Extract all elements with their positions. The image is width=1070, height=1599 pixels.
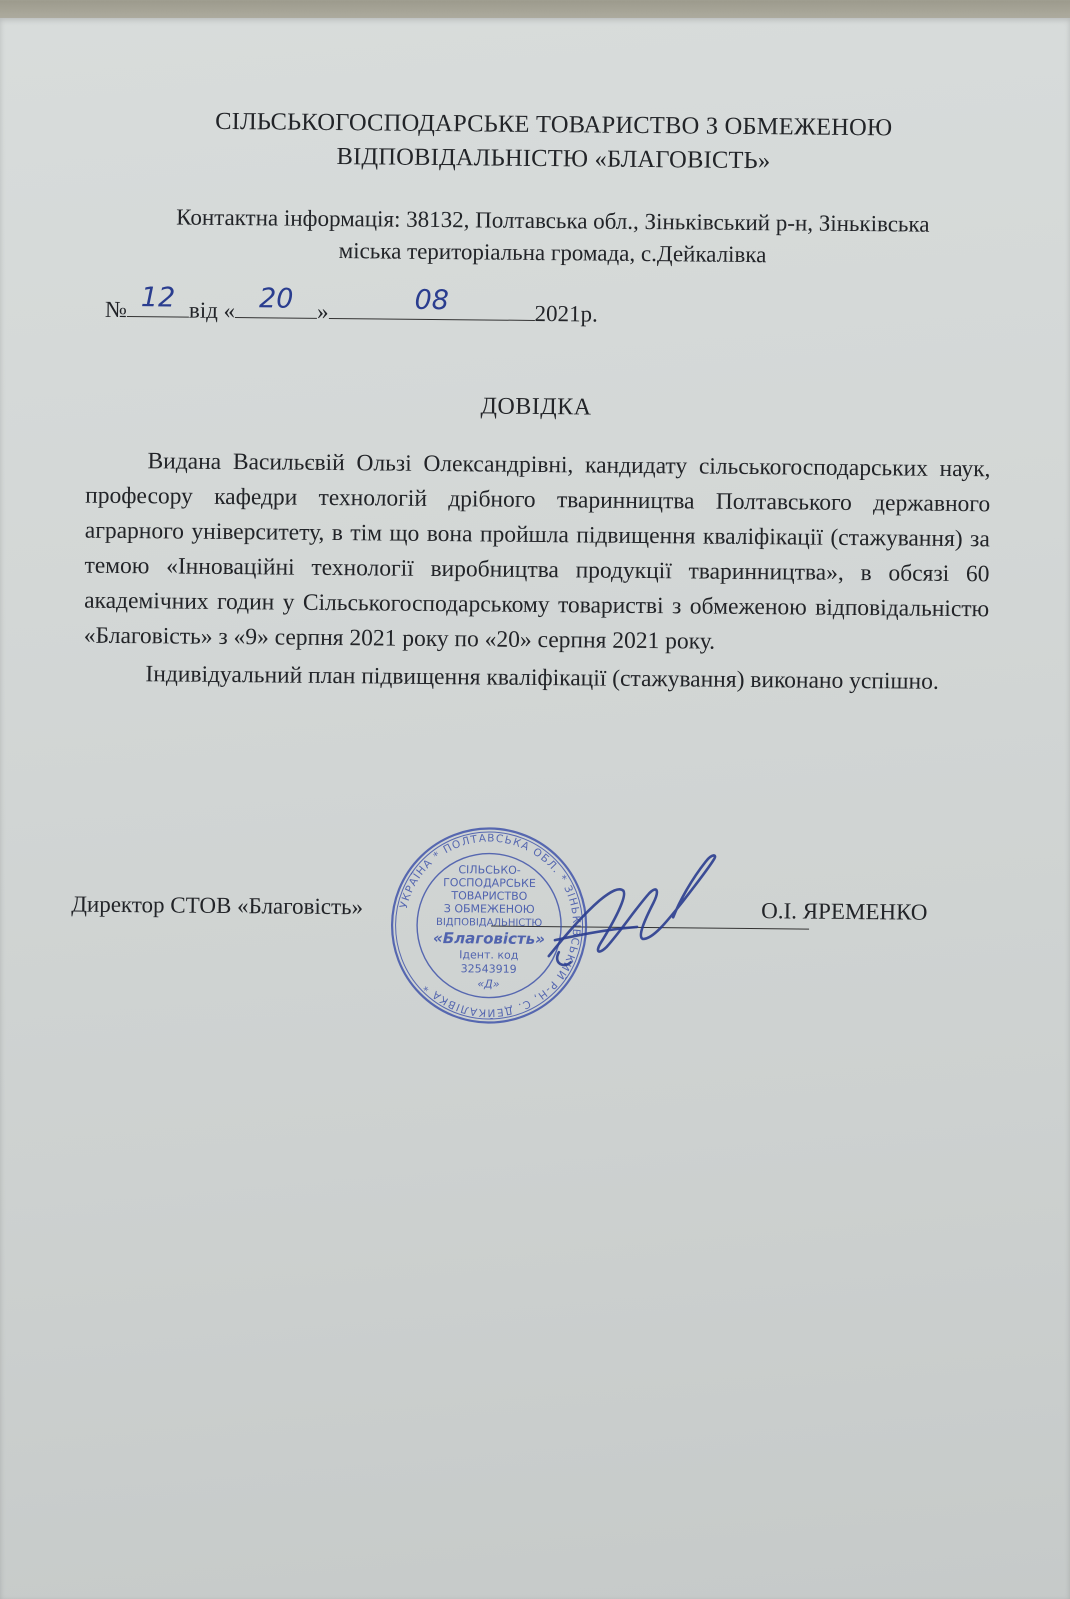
- signatory-role: Директор СТОВ «Благовість»: [71, 891, 364, 920]
- stamp-line8: 32543919: [460, 962, 517, 976]
- paragraph-main: Видана Васильєвій Ользі Олександрівні, кандидату сільськогосподарських наук, професору кафедри технологій дрібного тваринництва Полтавського державного аграрного університету, в тім що вона пройшла підвищення кваліфікації (стажування) за темою «Інноваційні технології виробництва продукції тваринництва», в обсязі 60 академічних годин у Сільськогосподарському товаристві з обмеженою відповідальністю «Благовість» з «9» серпня 2021 року по «20» серпня 2021 року.: [83, 448, 991, 655]
- stamp-line5: ВІДПОВІДАЛЬНІСТЮ: [435, 917, 543, 930]
- contact-info: [92, 201, 1013, 274]
- number-blank: [127, 282, 189, 318]
- number-handwritten: 12: [140, 282, 176, 314]
- document-title: ДОВІДКА: [480, 393, 592, 421]
- stamp-line6: «Благовість»: [432, 928, 545, 949]
- year-text: 2021р.: [534, 300, 598, 327]
- handwritten-signature: [541, 838, 742, 980]
- body-text: [83, 444, 990, 701]
- paper-sheet: [0, 18, 1070, 1599]
- org-title-line1: СІЛЬСЬКОГОСПОДАРСЬКЕ ТОВАРИСТВО З ОБМЕЖЕНОЮ: [215, 107, 893, 142]
- date-prefix: від «: [188, 297, 236, 324]
- day-blank: [235, 283, 317, 319]
- stamp-line4: З ОБМЕЖЕНОЮ: [443, 902, 535, 916]
- stamp-line7: Ідент. код: [459, 948, 519, 962]
- stamp-line9: «Д»: [477, 977, 500, 991]
- number-prefix: №: [104, 296, 128, 323]
- paragraph-conclusion: Індивідуальний план підвищення кваліфікації (стажування) виконано успішно.: [145, 661, 939, 695]
- reference-line: [104, 282, 598, 328]
- document: [0, 13, 1070, 1123]
- stamp-outer-text: УКРАЇНА * ПОЛТАВСЬКА ОБЛ. * ЗІНЬКІВСЬКИЙ Р-Н, С. ДЕЙКАЛІВКА *: [397, 832, 583, 1019]
- contact-line2: міська територіальна громада, с.Дейкалівка: [338, 238, 767, 268]
- contact-line1: Контактна інформація: 38132, Полтавська обл., Зіньківський р-н, Зіньківська: [176, 204, 930, 237]
- stamp-line2: ГОСПОДАРСЬКЕ: [443, 876, 536, 890]
- day-handwritten: 20: [258, 283, 294, 315]
- month-handwritten: 08: [414, 284, 450, 317]
- stamp-line3: ТОВАРИСТВО: [451, 889, 528, 903]
- signatory-name: О.І. ЯРЕМЕНКО: [761, 898, 928, 925]
- month-blank: [329, 284, 535, 321]
- day-close: »: [317, 298, 329, 324]
- stamp-line1: СІЛЬСЬКО-: [458, 863, 521, 877]
- org-title-line2: ВІДПОВІДАЛЬНІСТЮ «БЛАГОВІСТЬ»: [336, 143, 771, 175]
- organization-title: [153, 104, 954, 180]
